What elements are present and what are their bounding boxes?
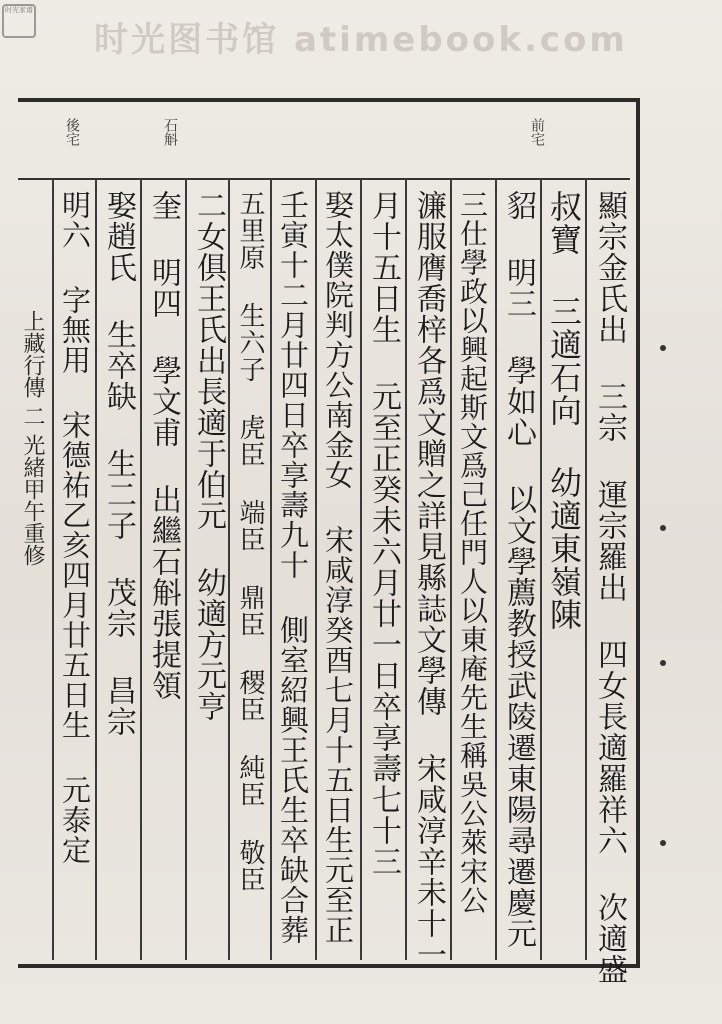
column-rule <box>315 178 317 960</box>
column-rule <box>185 178 187 960</box>
column-rule <box>95 178 97 960</box>
header-mid: 石斛 <box>162 118 178 146</box>
text-column-7: 娶太僕院判方公南金女 宋咸淳癸酉七月十五日生元至正 <box>321 190 355 945</box>
column-rule <box>360 178 362 960</box>
binding-hole <box>660 840 666 846</box>
header-right: 前宅 <box>529 118 545 146</box>
text-column-1: 顯宗金氏出 三宗 運宗羅出 四女長適羅祥六 次適盛 <box>592 190 627 985</box>
text-column-13: 明六 字無用 宋德祐乙亥四月廿五日生 元泰定 <box>58 190 92 865</box>
text-column-10: 二女俱王氏出長適于伯元 幼適方元亨 <box>191 190 226 722</box>
text-column-8: 壬寅十二月廿四日卒享壽九十 側室紹興王氏生卒缺合葬 <box>276 190 310 945</box>
column-rule <box>585 178 587 960</box>
binding-hole <box>660 525 666 531</box>
column-rule <box>450 178 452 960</box>
text-column-2: 叔寶 三適石向 幼適東嶺陳 <box>545 190 583 631</box>
text-column-12: 娶趙氏 生卒缺 生二子 茂宗 昌宗 <box>101 190 136 737</box>
column-rule <box>228 178 230 960</box>
seal-stamp: 时光家谱 <box>2 4 36 38</box>
column-rule <box>52 178 54 960</box>
column-rule <box>270 178 272 960</box>
header-left: 後宅 <box>64 118 80 146</box>
text-column-4: 三仕學政以興起斯文爲己任門人以東庵先生稱吳公萊宋公 <box>456 190 489 915</box>
text-column-5: 濂服膺喬梓各爲文贈之詳見縣誌文學傳 宋咸淳辛未十一 <box>411 190 446 970</box>
binding-hole <box>660 660 666 666</box>
text-column-11: 奎 明四 學文甫 出繼石斛張提領 <box>146 190 181 701</box>
column-rule <box>140 178 142 960</box>
watermark: 时光图书馆 atimebook.com <box>94 20 628 60</box>
text-column-3: 貂 明三 學如心 以文學薦教授武陵遷東陽尋遷慶元 <box>501 190 536 949</box>
text-column-9: 五里原 生六子 虎臣 端臣 鼎臣 稷臣 純臣 敬臣 <box>235 190 265 893</box>
column-rule <box>405 178 407 960</box>
column-rule <box>495 178 497 960</box>
column-rule <box>540 178 542 960</box>
page-margin-text: 上藏行傳 二 光緒甲午重修 <box>20 310 45 566</box>
text-column-6: 月十五日生 元至正癸未六月廿一日卒享壽七十三 <box>366 190 401 877</box>
header-rule <box>18 178 630 180</box>
binding-hole <box>660 345 666 351</box>
